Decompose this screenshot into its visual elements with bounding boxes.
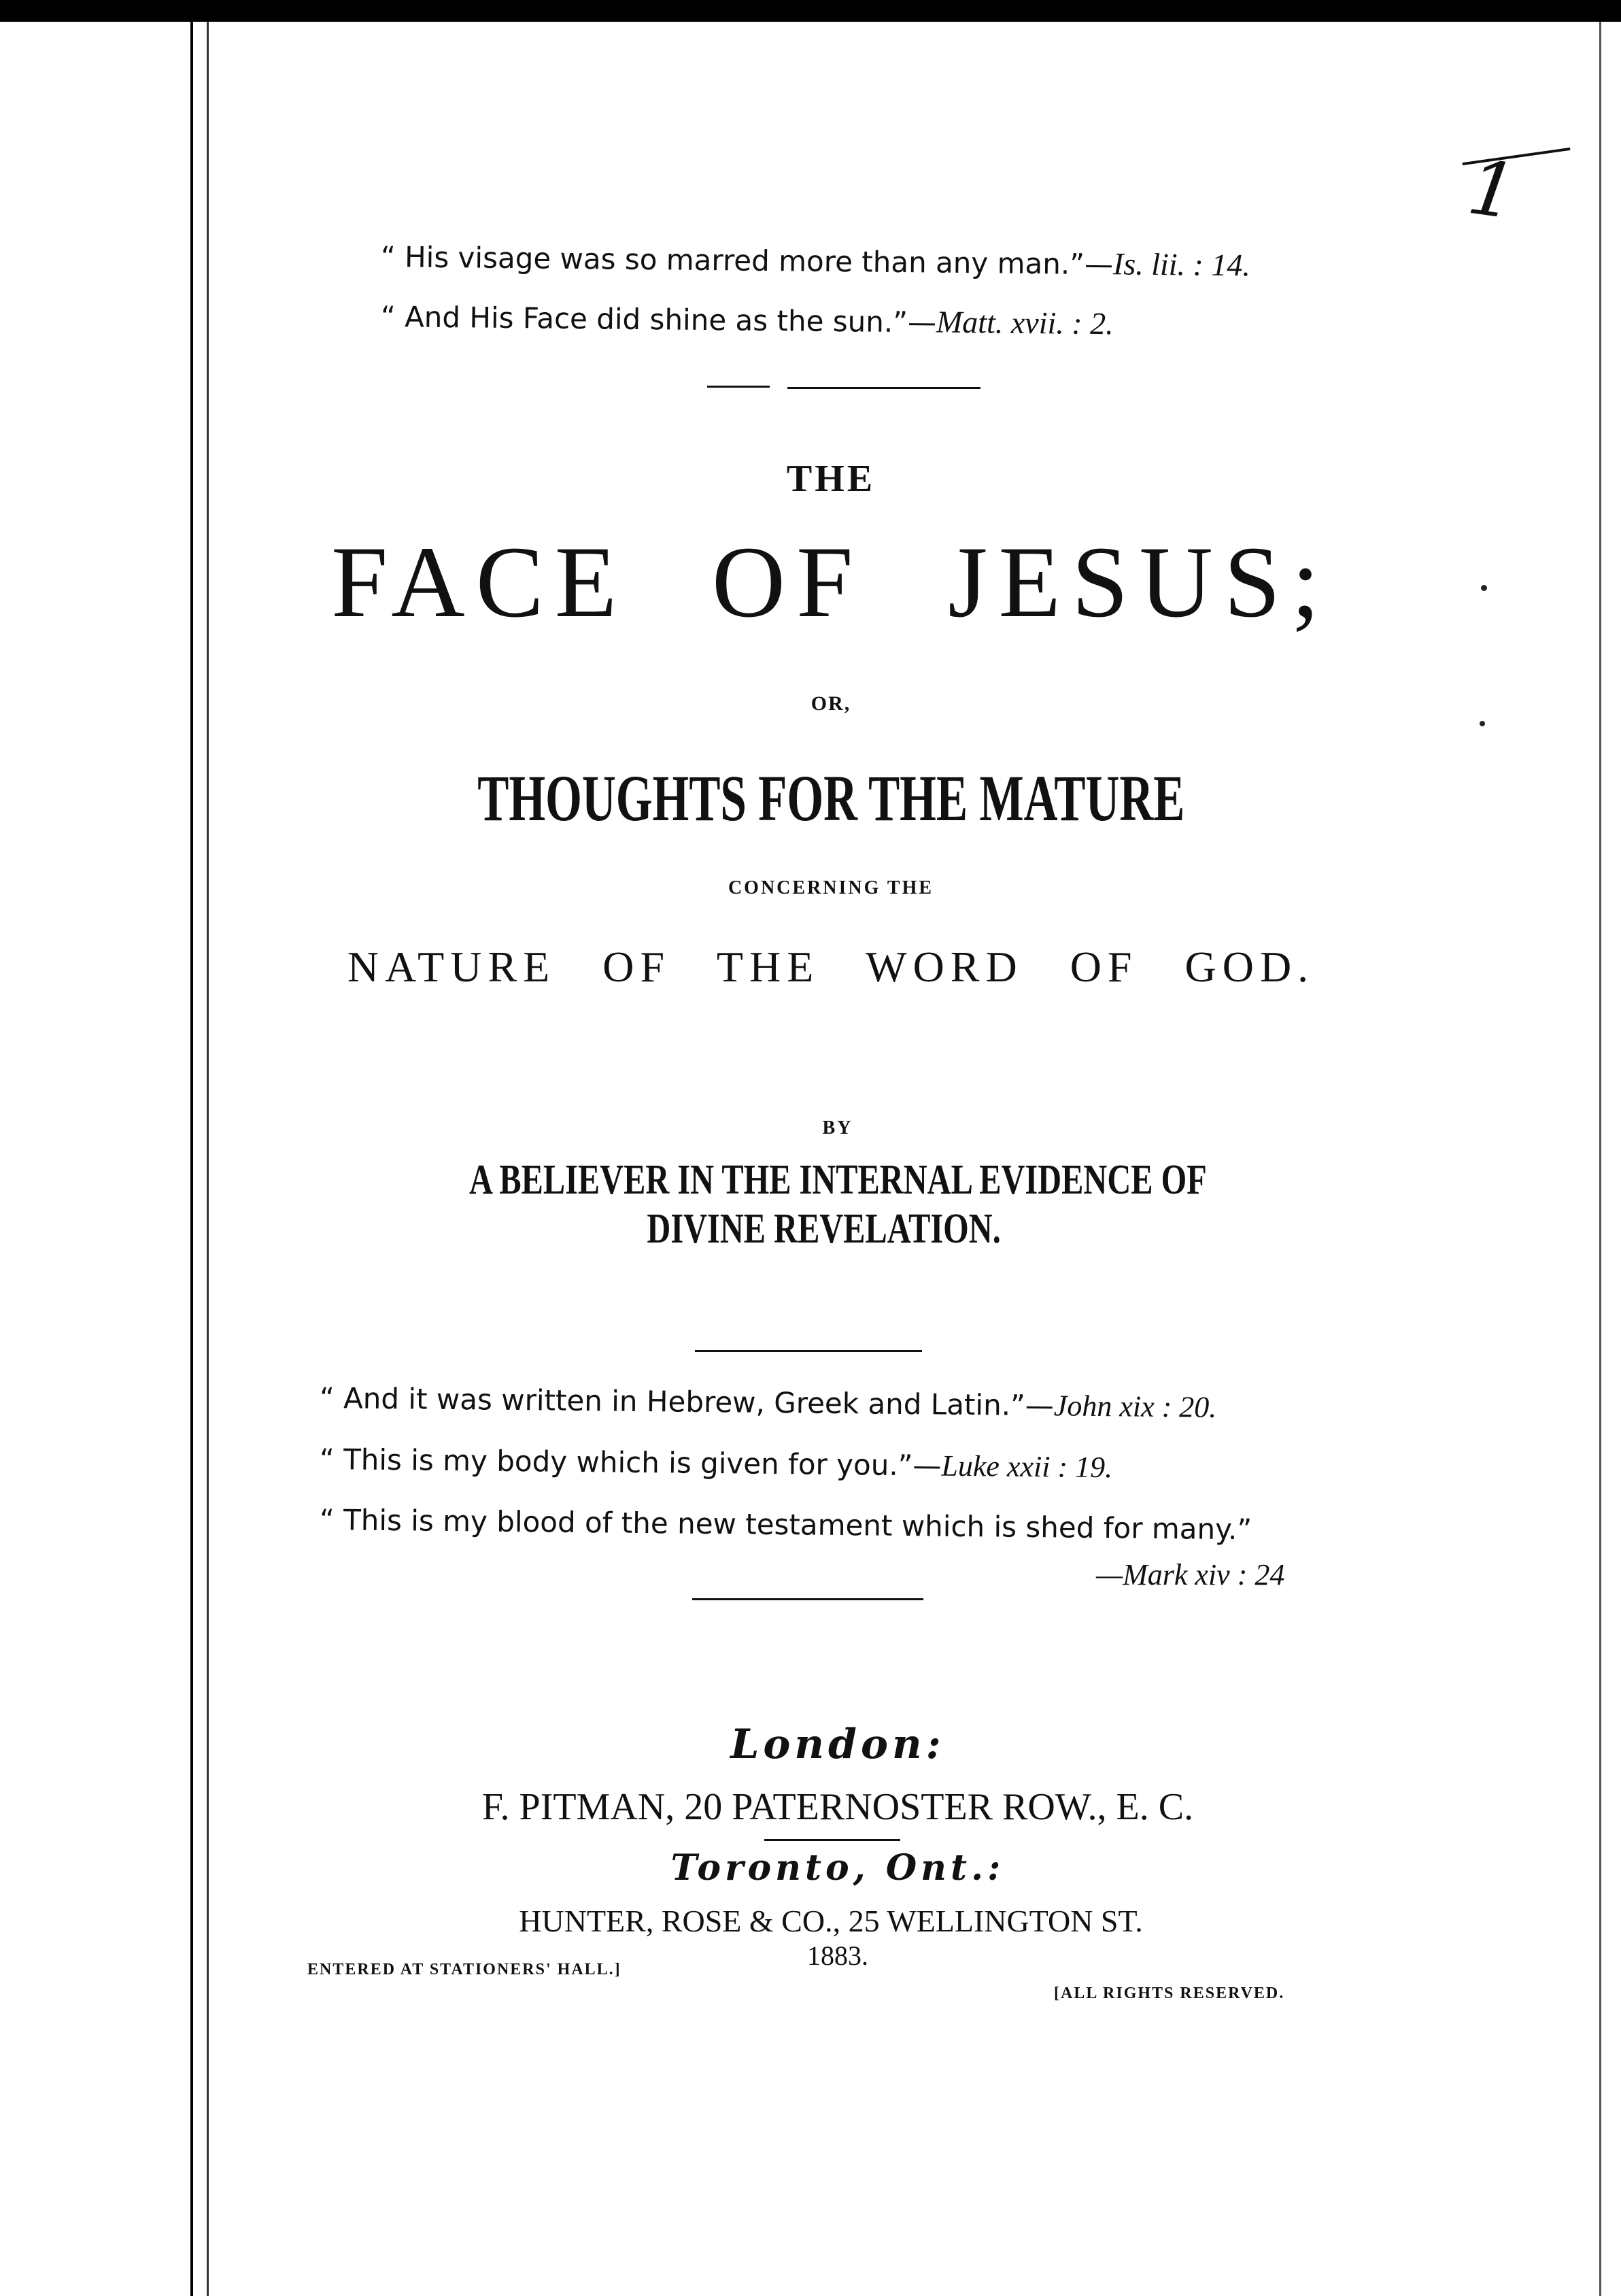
divider-rule xyxy=(695,1350,922,1352)
epigraph-bottom-3-reference: —Mark xiv : 24 xyxy=(1096,1558,1285,1591)
epigraph-reference: John xix : 20. xyxy=(1053,1389,1217,1424)
author-text-1: A BELIEVER IN THE INTERNAL EVIDENCE OF xyxy=(468,1157,1207,1203)
rights-notice: [ALL RIGHTS RESERVED. xyxy=(1054,1985,1285,2002)
subtitle-connector: CONCERNING THE xyxy=(728,877,934,898)
author-line-1 xyxy=(0,1156,1621,1204)
title-article: THE xyxy=(786,458,876,500)
epigraph-top-1 xyxy=(381,238,1250,283)
epigraph-reference: Is. lii. : 14. xyxy=(1112,246,1251,283)
author-text-2: DIVINE REVELATION. xyxy=(647,1206,1002,1252)
divider-rule xyxy=(692,1598,923,1600)
author-line-2 xyxy=(0,1205,1621,1253)
epigraph-bottom-1 xyxy=(320,1381,1217,1425)
title-or: OR, xyxy=(810,692,851,715)
subtitle-text: THOUGHTS FOR THE MATURE xyxy=(477,762,1185,834)
divider-rule-short xyxy=(707,386,770,388)
byline-by: BY xyxy=(822,1117,853,1138)
epigraph-reference: Luke xxii : 19. xyxy=(941,1449,1113,1485)
subtitle xyxy=(0,760,1621,836)
epigraph-bottom-2 xyxy=(320,1442,1113,1485)
imprint-city-toronto: Toronto, Ont.: xyxy=(670,1847,1005,1889)
epigraph-quote: “ And it was written in Hebrew, Greek and Latin.”— xyxy=(319,1381,1055,1423)
epigraph-quote: “ And His Face did shine as the sun.”— xyxy=(380,300,937,339)
handwritten-margin-mark: 1 xyxy=(1463,143,1522,237)
imprint-city-london: London: xyxy=(730,1721,945,1768)
epigraph-quote: “ This is my blood of the new testament which is shed for many.” xyxy=(319,1503,1252,1547)
imprint-toronto-publisher: HUNTER, ROSE & CO., 25 WELLINGTON ST. xyxy=(519,1904,1143,1938)
epigraph-reference: Matt. xvii. : 2. xyxy=(936,304,1114,341)
publication-year: 1883. xyxy=(807,1940,868,1971)
epigraph-top-2 xyxy=(381,298,1114,341)
book-title: FACE OF JESUS; xyxy=(331,526,1331,639)
divider-rule xyxy=(764,1839,900,1841)
epigraph-quote: “ His visage was so marred more than any man.”— xyxy=(380,240,1114,282)
epigraph-bottom-3 xyxy=(320,1503,1252,1546)
scan-border-top xyxy=(0,0,1621,22)
subtitle-second: NATURE OF THE WORD OF GOD. xyxy=(347,943,1315,991)
epigraph-quote: “ This is my body which is given for you.”— xyxy=(319,1442,942,1483)
imprint-london-publisher: F. PITMAN, 20 PATERNOSTER ROW., E. C. xyxy=(481,1786,1194,1828)
scan-speck xyxy=(1481,585,1487,591)
entered-notice: ENTERED AT STATIONERS' HALL.] xyxy=(307,1961,621,1978)
divider-rule xyxy=(787,387,980,389)
scan-speck xyxy=(1480,721,1485,726)
